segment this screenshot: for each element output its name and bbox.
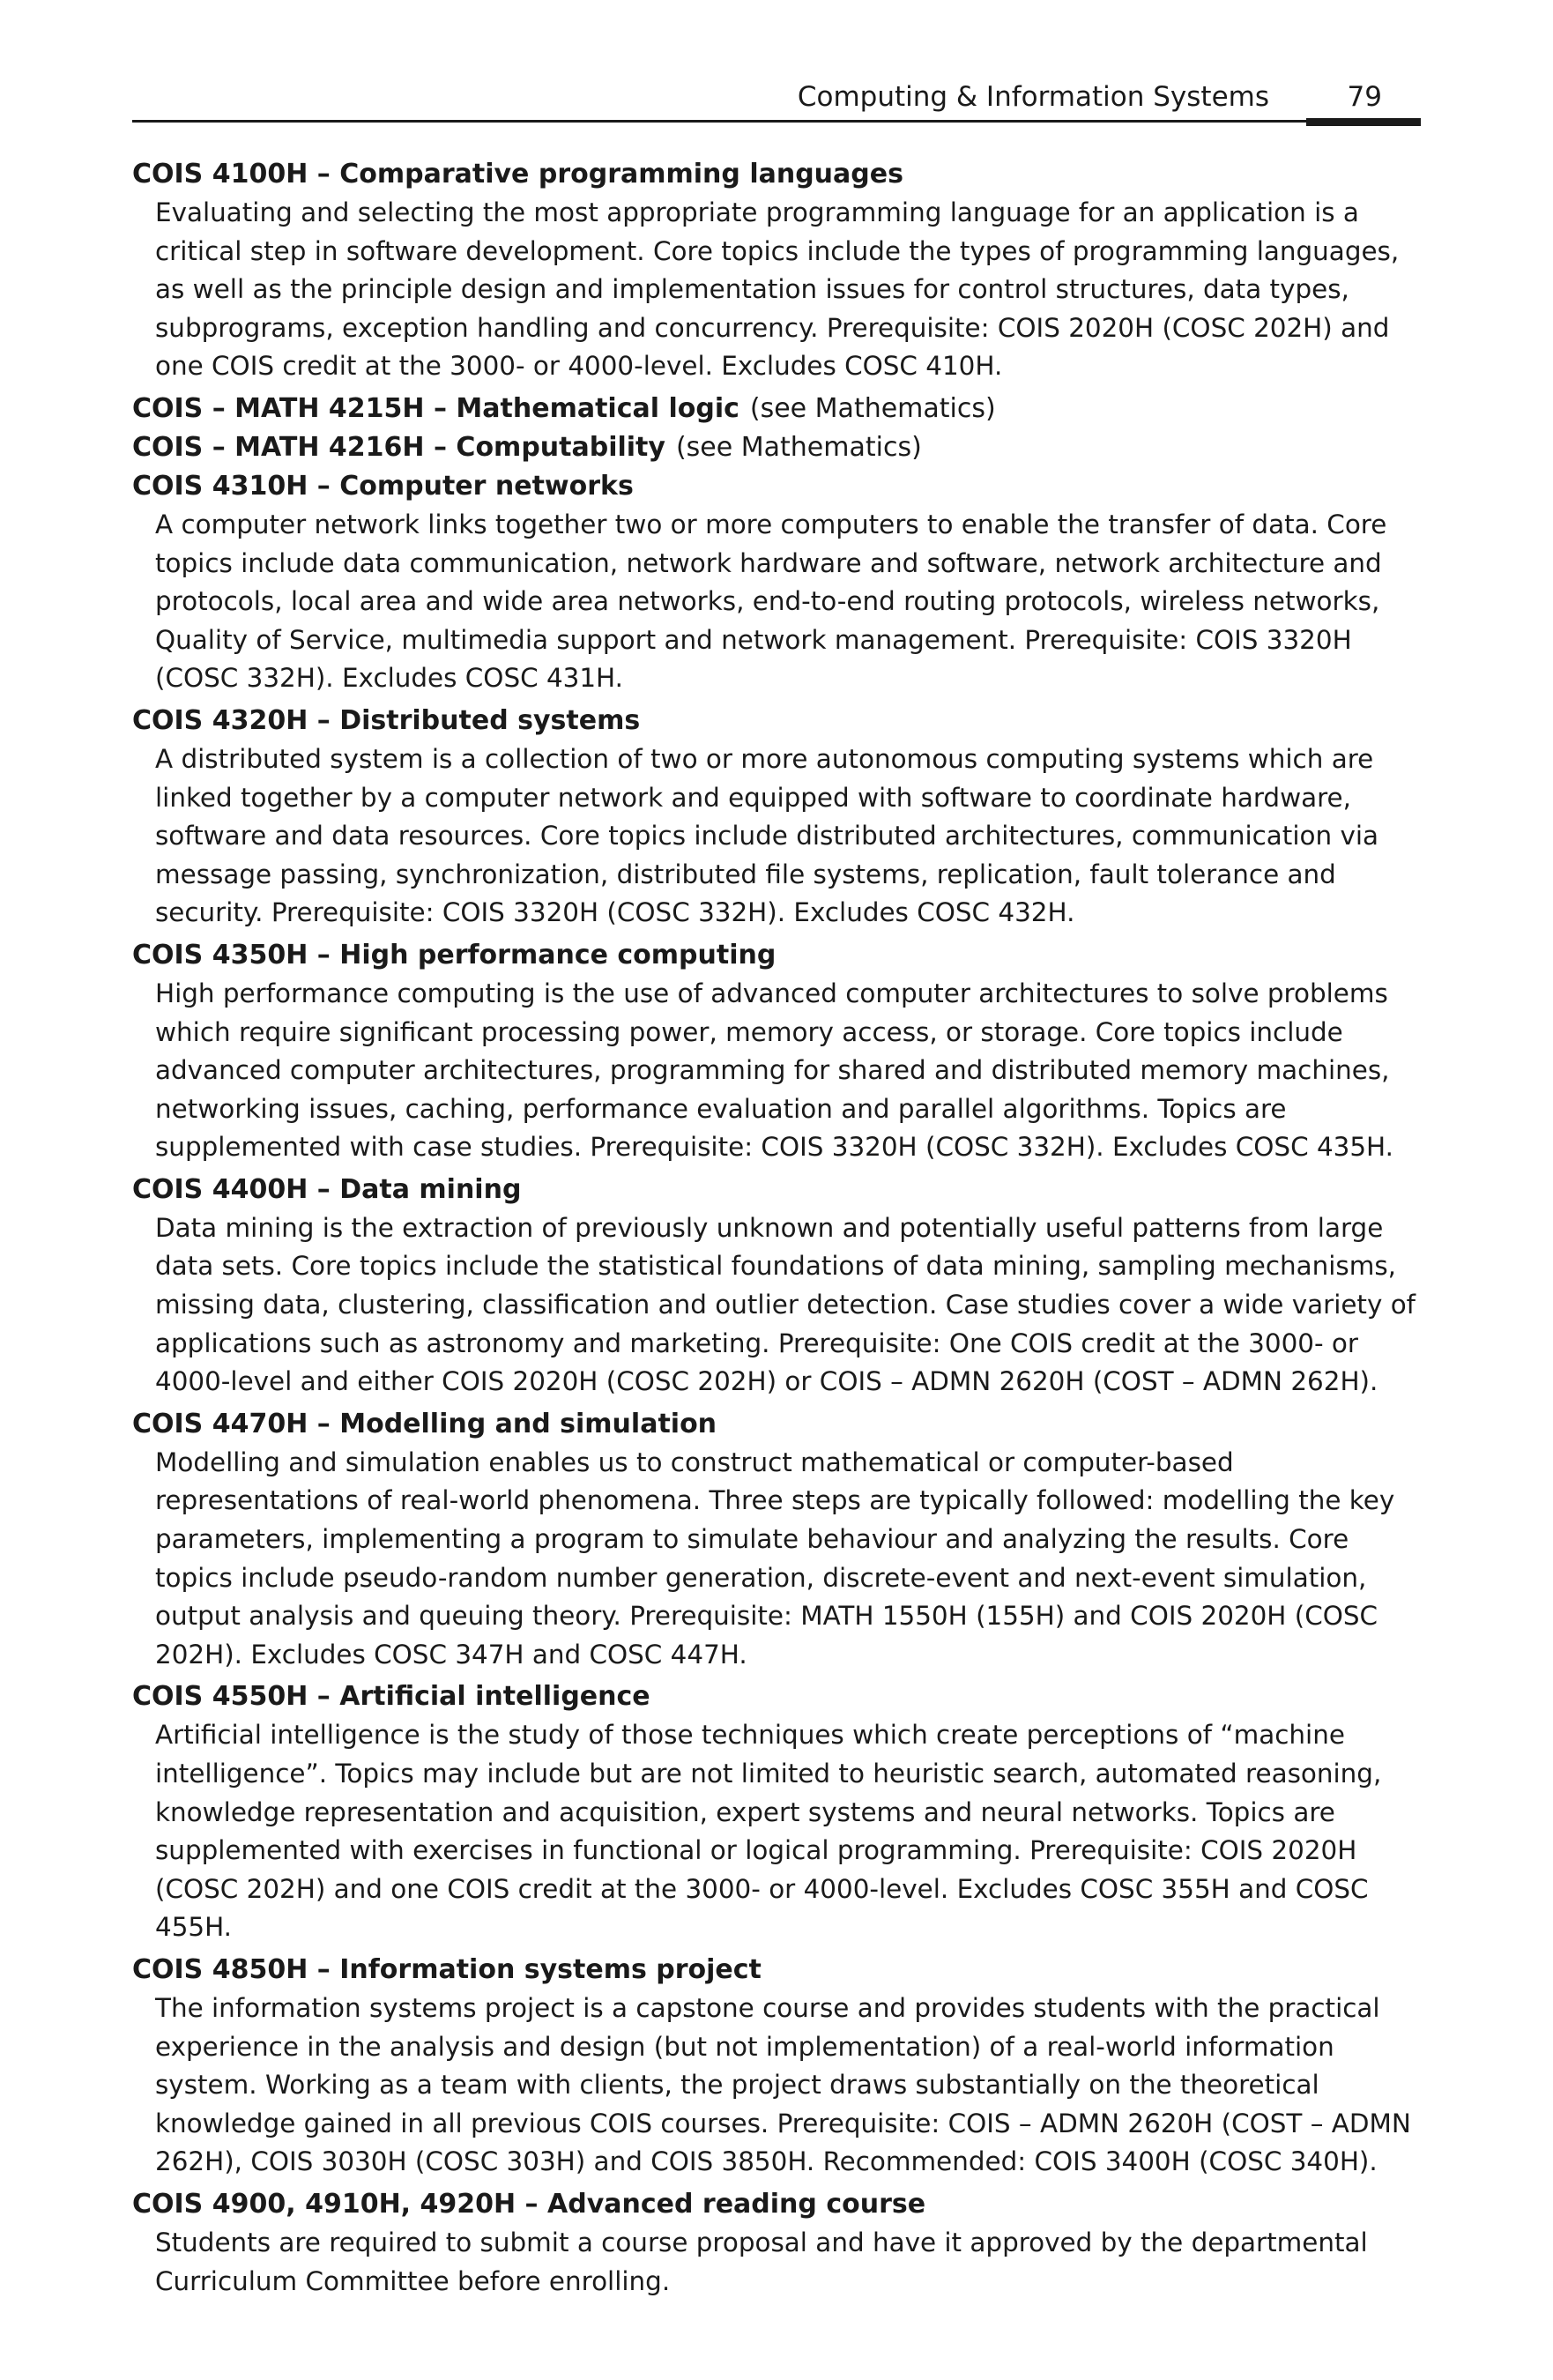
- course-title: COIS 4100H – Comparative programming languages: [132, 159, 903, 190]
- course-entry: [132, 428, 1421, 467]
- course-entry: [132, 1171, 1421, 1402]
- course-description: Data mining is the extraction of previously unknown and potentially useful patterns from large data sets. Core topics include the statistical foundations of data mining, sampling mechanisms, missing data, clustering, classification and outlier detection. Case studies cover a wide variety of applications such as astronomy and marketing. Prerequisite: One COIS credit at the 3000- or 4000-level and either COIS 2020H (COSC 202H) or COIS – ADMN 2620H (COST – ADMN 262H).: [155, 1212, 1416, 1397]
- course-title: COIS 4900, 4910H, 4920H – Advanced reading course: [132, 2188, 926, 2220]
- course-entry: [132, 390, 1421, 428]
- course-title: COIS 4550H – Artificial intelligence: [132, 1681, 650, 1713]
- page-header: [132, 78, 1421, 123]
- course-title: COIS – MATH 4216H – Computability: [132, 431, 665, 463]
- course-description: Artificial intelligence is the study of those techniques which create perceptions of “machine intelligence”. Topics may include but are not limited to heuristic search, automated reasoning, knowledge representation and acquisition, expert systems and neural networks. Topics are supplemented with exercises in functional or logical programming. Prerequisite: COIS 2020H (COSC 202H) and one COIS credit at the 3000- or 4000-level. Excludes COSC 355H and COSC 455H.: [155, 1720, 1382, 1943]
- course-title: COIS 4350H – High performance computing: [132, 939, 776, 971]
- course-title: COIS 4400H – Data mining: [132, 1173, 522, 1205]
- course-title: COIS 4310H – Computer networks: [132, 470, 634, 502]
- course-title-line: [132, 428, 1421, 467]
- course-title: COIS – MATH 4215H – Mathematical logic: [132, 392, 739, 424]
- course-title: COIS 4470H – Modelling and simulation: [132, 1408, 717, 1439]
- course-entry: [132, 1951, 1421, 2182]
- see-also-note: (see Mathematics): [675, 431, 922, 463]
- section-title: Computing & Information Systems: [797, 81, 1269, 113]
- course-title-line: [132, 390, 1421, 428]
- course-list: [132, 155, 1421, 2304]
- course-description: A computer network links together two or more computers to enable the transfer of data. Core topics include data communication, network hardware and software, network architecture and protocols, local area and wide area networks, end-to-end routing protocols, wireless networks, Quality of Service, multimedia support and network management. Prerequisite: COIS 3320H (COSC 332H). Excludes COSC 431H.: [155, 509, 1387, 694]
- course-description: The information systems project is a capstone course and provides students with the practical experience in the analysis and design (but not implementation) of a real-world information system. Working as a team with clients, the project draws substantially on the theoretical knowledge gained in all previous COIS courses. Prerequisite: COIS – ADMN 2620H (COST – ADMN 262H), COIS 3030H (COSC 303H) and COIS 3850H. Recommended: COIS 3400H (COSC 340H).: [155, 1992, 1411, 2177]
- course-description: Modelling and simulation enables us to construct mathematical or computer-based representations of real-world phenomena. Three steps are typically followed: modelling the key parameters, implementing a program to simulate behaviour and analyzing the results. Core topics include pseudo-random number generation, discrete-event and next-event simulation, output analysis and queuing theory. Prerequisite: MATH 1550H (155H) and COIS 2020H (COSC 202H). Excludes COSC 347H and COSC 447H.: [155, 1447, 1395, 1670]
- see-also-note: (see Mathematics): [749, 392, 996, 424]
- course-entry: [132, 155, 1421, 386]
- header-tab-mark: [1306, 118, 1421, 126]
- course-entry: [132, 1405, 1421, 1675]
- page-number: 79: [1347, 81, 1382, 113]
- course-entry: [132, 936, 1421, 1167]
- course-entry: [132, 1677, 1421, 1947]
- header-rule: [132, 120, 1306, 123]
- course-entry: [132, 702, 1421, 933]
- course-title: COIS 4850H – Information systems project: [132, 1953, 762, 1985]
- course-entry: [132, 2185, 1421, 2301]
- course-description: High performance computing is the use of advanced computer architectures to solve problems which require significant processing power, memory access, or storage. Core topics include advanced computer architectures, programming for shared and distributed memory machines, networking issues, caching, performance evaluation and parallel algorithms. Topics are supplemented with case studies. Prerequisite: COIS 3320H (COSC 332H). Excludes COSC 435H.: [155, 978, 1393, 1163]
- course-title: COIS 4320H – Distributed systems: [132, 704, 641, 736]
- course-description: Evaluating and selecting the most appropriate programming language for an application is a critical step in software development. Core topics include the types of programming languages, as well as the principle design and implementation issues for control structures, data types, subprograms, exception handling and concurrency. Prerequisite: COIS 2020H (COSC 202H) and one COIS credit at the 3000- or 4000-level. Excludes COSC 410H.: [155, 197, 1400, 382]
- course-entry: [132, 467, 1421, 698]
- course-description: A distributed system is a collection of two or more autonomous computing systems which are linked together by a computer network and equipped with software to coordinate hardware, software and data resources. Core topics include distributed architectures, communication via message passing, synchronization, distributed file systems, replication, fault tolerance and security. Prerequisite: COIS 3320H (COSC 332H). Excludes COSC 432H.: [155, 743, 1379, 928]
- course-description: Students are required to submit a course proposal and have it approved by the departmental Curriculum Committee before enrolling.: [155, 2227, 1368, 2296]
